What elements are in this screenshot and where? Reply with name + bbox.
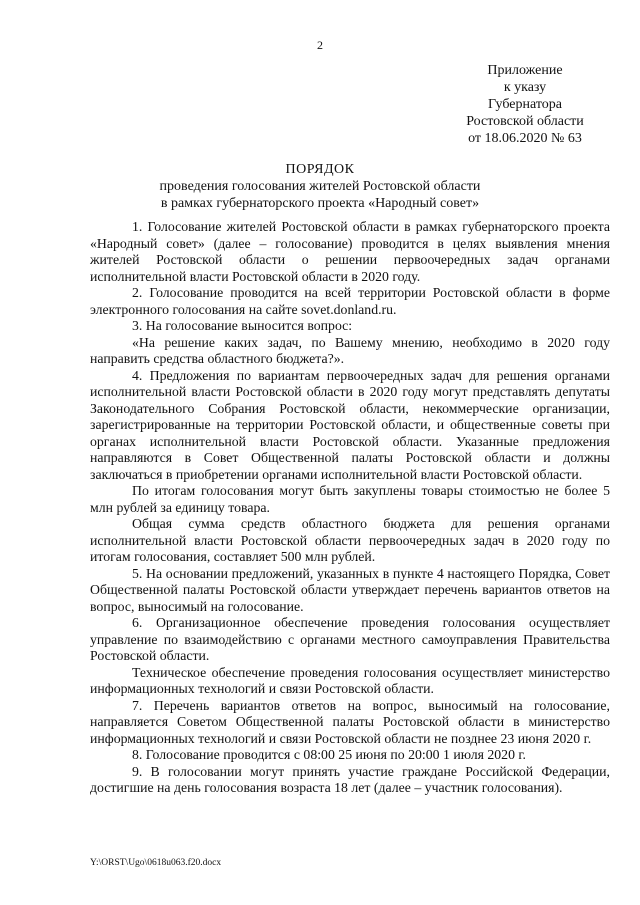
- page-number: 2: [317, 38, 323, 52]
- paragraph-4: 4. Предложения по вариантам первоочередных задач для решения органами исполнительной власти Ростовской области в 2020 году могут представлять депутаты Законодательного Собрания Ростовской области, некоммерческие организации, зарегистрированные на территории Ростовской области, и общественные советы при органах исполнительной власти Ростовской области. Указанные предложения направляются в Совет Общественной палаты Ростовской области и должны заключаться в приобретении органами исполнительной власти Ростовской области.: [90, 367, 610, 482]
- paragraph-5: 5. На основании предложений, указанных в пункте 4 настоящего Порядка, Совет Общественной палаты Ростовской области утверждает перечень вариантов ответов на вопрос, выносимый на голосование.: [90, 565, 610, 614]
- paragraph-6: 6. Организационное обеспечение проведения голосования осуществляет управление по взаимодействию с органами местного самоуправления Правительства Ростовской области.: [90, 615, 610, 663]
- document-subtitle: проведения голосования жителей Ростовской области: [159, 179, 481, 194]
- paragraph-question: «На решение каких задач, по Вашему мнению, необходимо в 2020 году направить средства областного бюджета?».: [90, 334, 610, 366]
- document-body: [90, 219, 610, 797]
- document-title: ПОРЯДОК: [285, 162, 355, 177]
- document-subtitle: в рамках губернаторского проекта «Народный совет»: [160, 196, 480, 211]
- appendix-header: [420, 62, 630, 147]
- paragraph-2: 2. Голосование проводится на всей территории Ростовской области в форме электронного голосования на сайте sovet.donland.ru.: [90, 285, 610, 317]
- appendix-line: Ростовской области: [466, 114, 584, 129]
- paragraph-1: 1. Голосование жителей Ростовской области в рамках губернаторского проекта «Народный совет» (далее – голосование) проводится в целях выявления мнения жителей Ростовской области о решении первоочередных задач органами исполнительной власти Ростовской области в 2020 году.: [90, 219, 610, 284]
- appendix-line: к указу: [503, 80, 547, 95]
- file-path-footer: Y:\ORST\Ugo\0618u063.f20.docx: [90, 858, 222, 868]
- paragraph-6-technical: Техническое обеспечение проведения голосования осуществляет министерство информационных технологий и связи Ростовской области.: [90, 664, 610, 696]
- appendix-line: Губернатора: [487, 97, 563, 112]
- paragraph-4-budget: Общая сумма средств областного бюджета для решения органами исполнительной власти Ростовской области первоочередных задач в 2020 году по итогам голосования, составляет 500 млн рублей.: [90, 516, 610, 564]
- appendix-date-line: от 18.06.2020 № 63: [468, 131, 582, 146]
- paragraph-8: 8. Голосование проводится с 08:00 25 июня по 20:00 1 июля 2020 г.: [132, 747, 526, 762]
- paragraph-4-limit: По итогам голосования могут быть закуплены товары стоимостью не более 5 млн рублей за единицу товара.: [90, 483, 610, 515]
- paragraph-9: 9. В голосовании могут принять участие граждане Российской Федерации, достигшие на день голосования возраста 18 лет (далее – участник голосования).: [90, 763, 610, 795]
- document-title-block: [0, 161, 640, 212]
- appendix-line: Приложение: [487, 63, 563, 78]
- paragraph-7: 7. Перечень вариантов ответов на вопрос, выносимый на голосование, направляется Советом Общественной палаты Ростовской области в министерство информационных технологий и связи Ростовской области не позднее 23 июня 2020 г.: [90, 697, 610, 746]
- paragraph-3: 3. На голосование выносится вопрос:: [132, 318, 353, 333]
